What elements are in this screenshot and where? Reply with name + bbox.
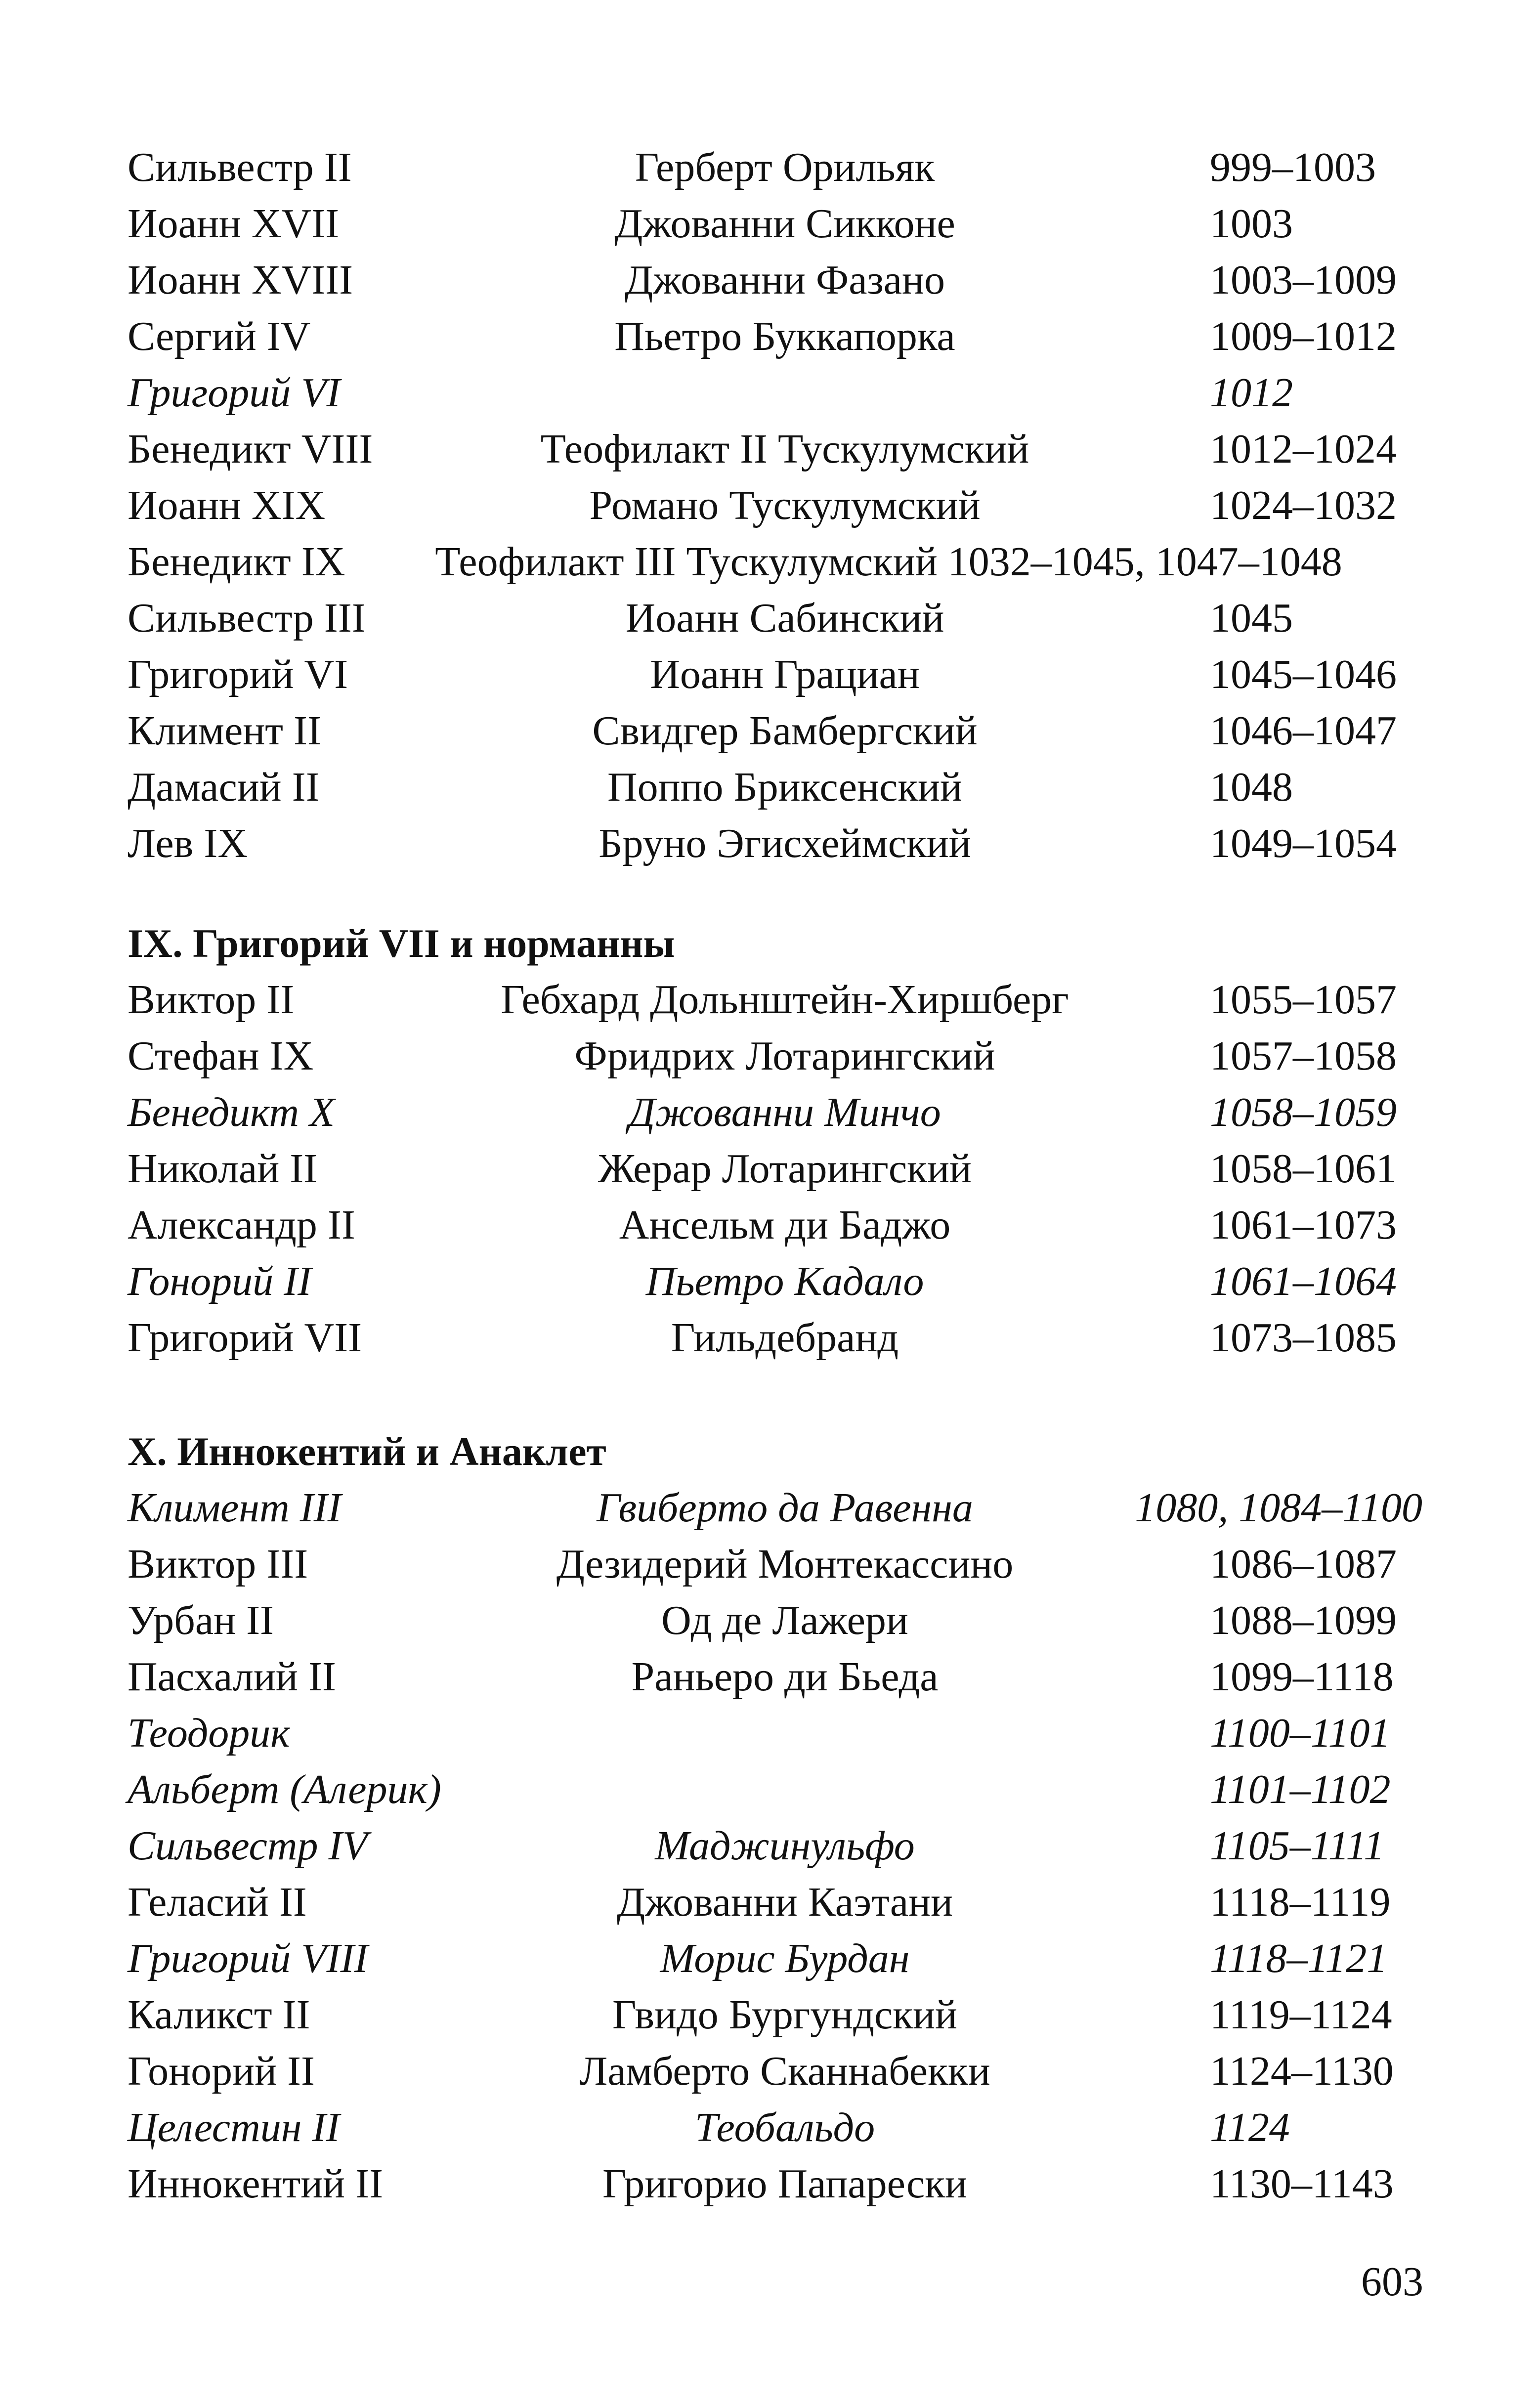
pope-name: Гонорий II (128, 2048, 315, 2094)
table-row (128, 646, 1422, 703)
pontificate-years: 1061–1064 (1210, 1258, 1397, 1304)
birth-name: Раньеро ди Бьеда (631, 1654, 939, 1700)
birth-name: Романо Тускулумский (589, 482, 981, 528)
table-row (128, 1197, 1422, 1253)
pope-name: Целестин II (128, 2104, 340, 2150)
birth-name: Жерар Лотарингский (598, 1146, 972, 1192)
pope-name: Виктор II (128, 977, 295, 1023)
pontificate-years: 1124 (1210, 2104, 1290, 2150)
table-row (128, 365, 1422, 421)
section-title: X. Иннокентий и Анаклет (128, 1429, 606, 1474)
pontificate-years: 999–1003 (1210, 144, 1376, 190)
birth-name: Поппо Бриксенский (607, 764, 963, 810)
pope-name: Бенедикт IX (128, 539, 345, 585)
birth-name: Ламберто Сканнабекки (579, 2048, 990, 2094)
section-title: IX. Григорий VII и норманны (128, 921, 675, 966)
table-row (128, 1761, 1422, 1818)
pontificate-years: 1061–1073 (1210, 1202, 1397, 1248)
pope-name: Иоанн XVIII (128, 257, 353, 303)
pope-name: Урбан II (128, 1597, 274, 1643)
birth-name: Гвидо Бургундский (612, 1992, 958, 2038)
pontificate-years: 1100–1101 (1210, 1710, 1391, 1756)
birth-name: Од де Лажери (661, 1597, 908, 1643)
pope-name: Григорий VIII (128, 1935, 368, 1981)
pope-name: Стефан IX (128, 1033, 314, 1079)
table-row (128, 972, 1422, 1028)
table-row (128, 196, 1422, 252)
pope-name: Бенедикт VIII (128, 426, 373, 472)
pope-name: Сергий IV (128, 313, 311, 359)
birth-name: Теобальдо (694, 2104, 875, 2150)
pope-name: Лев IX (128, 820, 248, 866)
pontificate-years: 1086–1087 (1210, 1541, 1397, 1587)
pontificate-years: 1024–1032 (1210, 482, 1397, 528)
pope-name: Сильвестр IV (128, 1823, 368, 1869)
pope-name: Иоанн XVII (128, 201, 340, 247)
pope-name: Иннокентий II (128, 2161, 384, 2207)
table-row (128, 1705, 1422, 1761)
pope-name: Сильвестр II (128, 144, 352, 190)
pope-name: Теодорик (128, 1710, 290, 1756)
birth-name: Теофилакт II Тускулумский (540, 426, 1029, 472)
pope-name: Григорий VI (128, 651, 348, 697)
birth-name: Гебхард Дольнштейн-Хиршберг (501, 977, 1069, 1023)
table-row (128, 477, 1422, 534)
pontificate-years: 1080, 1084–1100 (1135, 1485, 1422, 1531)
birth-name: Фридрих Лотарингский (574, 1033, 995, 1079)
table-row (128, 139, 1422, 196)
pope-name: Виктор III (128, 1541, 308, 1587)
birth-name: Ансельм ди Баджо (619, 1202, 951, 1248)
pope-name: Гонорий II (128, 1258, 312, 1304)
pontificate-years: 1046–1047 (1210, 708, 1397, 754)
table-row (128, 590, 1422, 646)
pontificate-years: 1073–1085 (1210, 1315, 1397, 1361)
table-row (128, 308, 1422, 365)
pope-name: Климент III (128, 1485, 342, 1531)
pontificate-years: 1058–1061 (1210, 1146, 1397, 1192)
pope-name: Пасхалий II (128, 1654, 336, 1700)
section-gregory-vii-and-normans (128, 915, 1422, 1366)
pontificate-years: 1124–1130 (1210, 2048, 1394, 2094)
pontificate-years: 1088–1099 (1210, 1597, 1397, 1643)
birth-name: Гвиберто да Равенна (597, 1485, 973, 1531)
pontificate-years: 1099–1118 (1210, 1654, 1394, 1700)
pontificate-years: 1118–1121 (1210, 1935, 1388, 1981)
pontificate-years: 1118–1119 (1210, 1879, 1391, 1925)
birth-name: Теофилакт III Тускулумский 1032–1045, 1047–1048 (435, 539, 1342, 585)
pontificate-years: 1105–1111 (1210, 1823, 1385, 1869)
table-row (128, 2100, 1422, 2156)
pope-name: Дамасий II (128, 764, 320, 810)
table-row (128, 1649, 1422, 1705)
pontificate-years: 1012 (1210, 370, 1293, 416)
table-row (128, 1141, 1422, 1197)
table-row (128, 534, 1422, 590)
pope-name: Каликст II (128, 1992, 310, 2038)
pontificate-years: 1012–1024 (1210, 426, 1397, 472)
birth-name: Морис Бурдан (660, 1935, 910, 1981)
pontificate-years: 1130–1143 (1210, 2161, 1394, 2207)
pope-name: Николай II (128, 1146, 318, 1192)
birth-name: Гильдебранд (671, 1315, 899, 1361)
birth-name: Иоанн Сабинский (625, 595, 944, 641)
birth-name: Джованни Каэтани (616, 1879, 953, 1925)
table-row (128, 1818, 1422, 1874)
table-row (128, 1084, 1422, 1141)
birth-name: Джованни Фазано (624, 257, 945, 303)
table-row (128, 1931, 1422, 1987)
pontificate-years: 1058–1059 (1210, 1089, 1397, 1135)
birth-name: Дезидерий Монтекассино (556, 1541, 1014, 1587)
table-row (128, 2156, 1422, 2212)
table-row (128, 1480, 1422, 1536)
pontificate-years: 1119–1124 (1210, 1992, 1392, 2038)
pontificate-years: 1045 (1210, 595, 1293, 641)
table-row (128, 2043, 1422, 2100)
birth-name: Пьетро Буккапорка (614, 313, 955, 359)
birth-name: Пьетро Кадало (645, 1258, 924, 1304)
pope-name: Сильвестр III (128, 595, 366, 641)
birth-name: Джованни Минчо (629, 1089, 941, 1135)
section-popes-part-1 (128, 139, 1422, 872)
table-row (128, 1028, 1422, 1084)
pope-name: Александр II (128, 1202, 355, 1248)
birth-name: Маджинульфо (655, 1823, 915, 1869)
pontificate-years: 1101–1102 (1210, 1766, 1391, 1812)
birth-name: Джованни Сикконе (614, 201, 955, 247)
pope-name: Григорий VII (128, 1315, 362, 1361)
birth-name: Иоанн Грациан (650, 651, 920, 697)
birth-name: Бруно Эгисхеймский (599, 820, 971, 866)
table-row (128, 1874, 1422, 1931)
table-row (128, 1987, 1422, 2043)
birth-name: Свидгер Бамбергский (592, 708, 978, 754)
table-row (128, 1536, 1422, 1592)
table-row (128, 1253, 1422, 1310)
section-innocent-and-anacletus (128, 1423, 1422, 2212)
birth-name: Григорио Папарески (602, 2161, 968, 2207)
pontificate-years: 1049–1054 (1210, 820, 1397, 866)
pontificate-years: 1055–1057 (1210, 977, 1397, 1023)
table-row (128, 1310, 1422, 1366)
pope-name: Иоанн XIX (128, 482, 326, 528)
table-row (128, 703, 1422, 759)
pope-name: Бенедикт X (128, 1089, 335, 1135)
pontificate-years: 1048 (1210, 764, 1293, 810)
table-row (128, 421, 1422, 477)
pope-name: Климент II (128, 708, 321, 754)
table-row (128, 252, 1422, 308)
pontificate-years: 1009–1012 (1210, 313, 1397, 359)
pontificate-years: 1057–1058 (1210, 1033, 1397, 1079)
pontificate-years: 1003 (1210, 201, 1293, 247)
pope-name: Альберт (Алерик) (128, 1766, 441, 1812)
pontificate-years: 1045–1046 (1210, 651, 1397, 697)
page-number: 603 (1361, 2259, 1423, 2305)
table-row (128, 816, 1422, 872)
birth-name: Герберт Орильяк (635, 144, 935, 190)
pope-name: Геласий II (128, 1879, 307, 1925)
table-row (128, 759, 1422, 816)
pontificate-years: 1003–1009 (1210, 257, 1397, 303)
table-row (128, 1592, 1422, 1649)
pope-name: Григорий VI (128, 370, 341, 416)
